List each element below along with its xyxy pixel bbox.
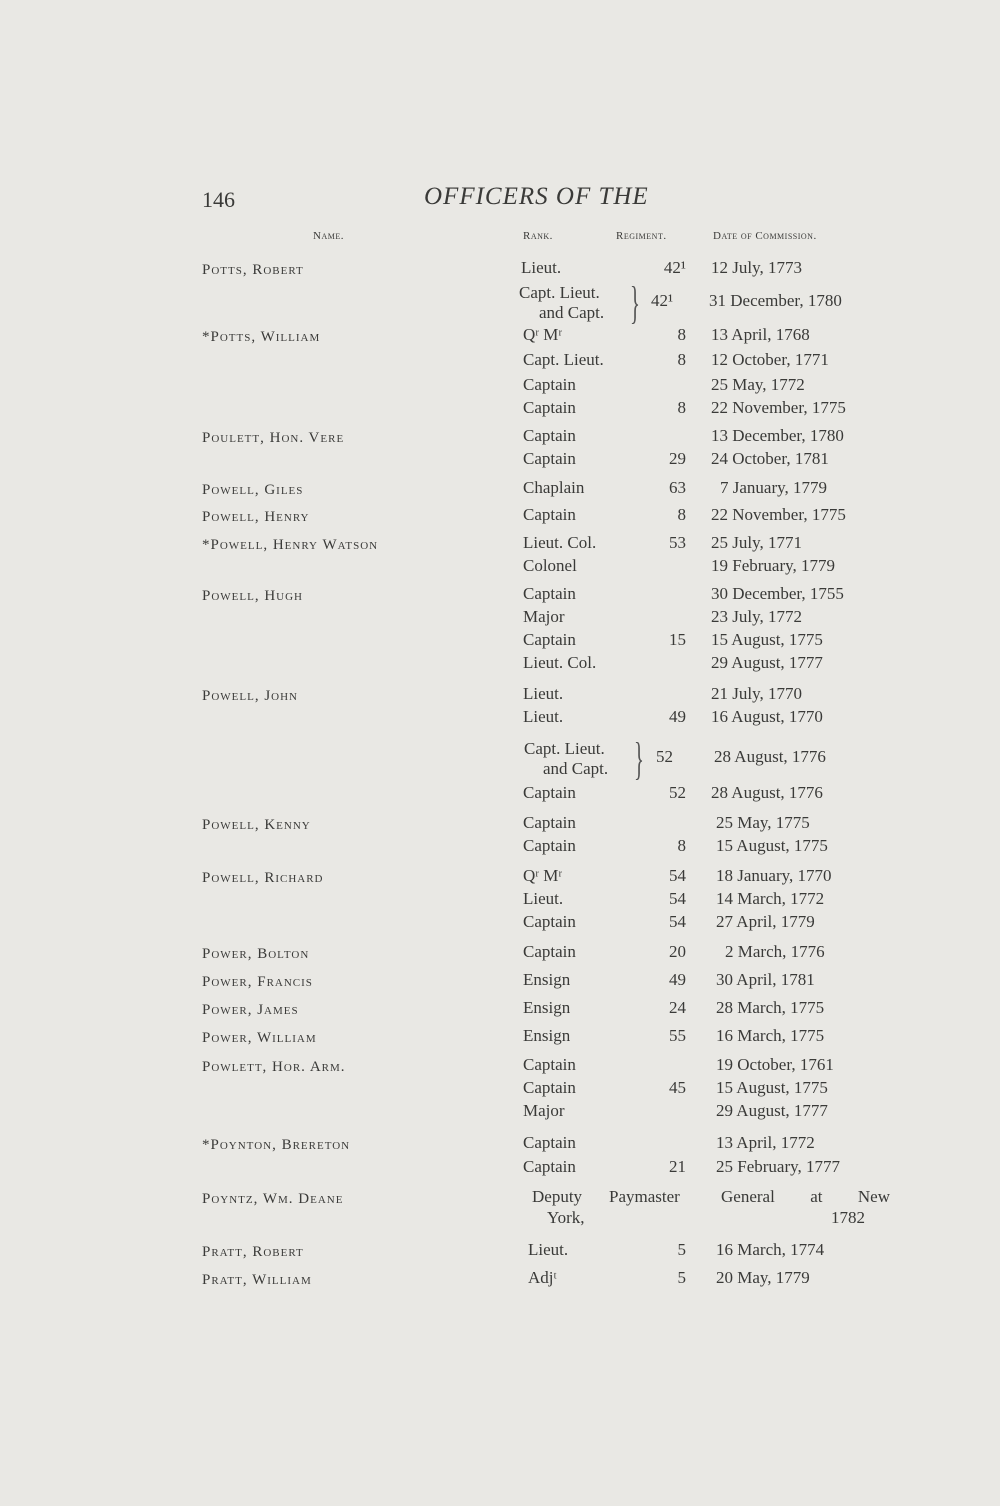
rank-cell: Captain <box>523 426 576 445</box>
commission-date: 19 February, 1779 <box>711 556 836 575</box>
officer-name: Potts, Robert <box>202 262 304 278</box>
regiment-cell: 15 <box>669 630 686 649</box>
rank-cell: Qʳ Mʳ <box>523 866 563 885</box>
running-title: OFFICERS OF THE <box>424 183 649 210</box>
commission-date: 28 August, 1776 <box>714 747 826 766</box>
officer-name: Powell, Richard <box>202 870 324 886</box>
rank-cell: Adjᵗ <box>528 1268 557 1287</box>
rank-cell: Lieut. <box>523 889 564 908</box>
commission-date: 14 March, 1772 <box>716 889 825 908</box>
commission-date: 2 March, 1776 <box>725 942 825 961</box>
officer-name: Powell, Hugh <box>202 588 303 604</box>
regiment-cell: 29 <box>669 449 686 468</box>
regiment-cell: 8 <box>677 398 686 417</box>
brace-glyph: } <box>634 733 644 784</box>
rank-cell: Lieut. Col. <box>523 653 597 672</box>
commission-date: 15 August, 1775 <box>716 836 828 855</box>
rank-cell: Colonel <box>523 556 577 575</box>
rank-cell: Captain <box>523 375 576 394</box>
rank-cell: Captain <box>523 449 576 468</box>
rank-cell: Major <box>523 1101 565 1120</box>
commission-date: 22 November, 1775 <box>711 398 846 417</box>
regiment-cell: 54 <box>669 866 686 885</box>
commission-date: 24 October, 1781 <box>711 449 829 468</box>
regiment-cell: 20 <box>669 942 686 961</box>
officer-name: Poyntz, Wm. Deane <box>202 1191 344 1207</box>
column-header-name: Name. <box>313 230 344 242</box>
officer-name: Pratt, Robert <box>202 1244 304 1260</box>
column-header-date: Date of Commission. <box>713 230 817 242</box>
rank-cell: Captain <box>523 912 576 931</box>
regiment-cell: 49 <box>669 970 686 989</box>
rank-cell: Capt. Lieut. <box>523 350 604 369</box>
rank-cell: Lieut. <box>521 258 562 277</box>
commission-date: 19 October, 1761 <box>716 1055 834 1074</box>
commission-date: 25 July, 1771 <box>711 533 802 552</box>
officer-name: Poulett, Hon. Vere <box>202 430 345 446</box>
regiment-cell: 8 <box>677 836 686 855</box>
officer-name: Powlett, Hor. Arm. <box>202 1059 346 1075</box>
regiment-cell: 8 <box>677 350 686 369</box>
commission-date: 31 December, 1780 <box>709 291 842 310</box>
rank-cell: Major <box>523 607 565 626</box>
regiment-cell: 8 <box>677 505 686 524</box>
commission-date: 29 August, 1777 <box>711 653 823 672</box>
commission-date: 25 February, 1777 <box>716 1157 841 1176</box>
commission-date: 7 January, 1779 <box>720 478 828 497</box>
regiment-cell: Paymaster <box>609 1187 680 1206</box>
regiment-cell: 54 <box>669 889 686 908</box>
officer-name: *Potts, William <box>202 329 321 345</box>
officer-name: Powell, John <box>202 688 298 704</box>
regiment-cell: 45 <box>669 1078 686 1097</box>
regiment-cell: 24 <box>669 998 686 1017</box>
regiment-cell: 52 <box>669 783 686 802</box>
rank-cell: Capt. Lieut. <box>524 739 605 758</box>
commission-date: 27 April, 1779 <box>716 912 815 931</box>
commission-date: 13 April, 1772 <box>716 1133 815 1152</box>
commission-date: 13 April, 1768 <box>711 325 810 344</box>
rank-cell: Captain <box>523 836 576 855</box>
regiment-cell: 42¹ <box>651 291 674 310</box>
regiment-cell: 63 <box>669 478 686 497</box>
rank-cell-continuation: and Capt. <box>543 759 609 778</box>
commission-date: 28 March, 1775 <box>716 998 825 1017</box>
officer-name: Power, James <box>202 1002 299 1018</box>
rank-cell: Captain <box>523 1133 576 1152</box>
officer-name: Powell, Kenny <box>202 817 311 833</box>
commission-date: 16 March, 1774 <box>716 1240 825 1259</box>
officer-name: Power, Bolton <box>202 946 310 962</box>
commission-date: 13 December, 1780 <box>711 426 844 445</box>
officer-name: *Poynton, Brereton <box>202 1137 351 1153</box>
commission-date: 16 August, 1770 <box>711 707 823 726</box>
regiment-cell: 5 <box>677 1268 686 1287</box>
commission-date: 28 August, 1776 <box>711 783 823 802</box>
commission-date: 30 December, 1755 <box>711 584 844 603</box>
commission-date: 15 August, 1775 <box>716 1078 828 1097</box>
rank-cell: Ensign <box>523 970 571 989</box>
rank-cell: Captain <box>523 584 576 603</box>
rank-cell: Captain <box>523 783 576 802</box>
rank-cell: Capt. Lieut. <box>519 283 600 302</box>
page-number: 146 <box>202 187 235 212</box>
officer-name: Powell, Henry <box>202 509 310 525</box>
rank-cell: Captain <box>523 398 576 417</box>
commission-date: 16 March, 1775 <box>716 1026 825 1045</box>
commission-date: 15 August, 1775 <box>711 630 823 649</box>
regiment-cell: 55 <box>669 1026 686 1045</box>
rank-cell: Captain <box>523 630 576 649</box>
rank-cell: Lieut. <box>528 1240 569 1259</box>
rank-cell: Captain <box>523 505 576 524</box>
officer-name: Power, William <box>202 1030 317 1046</box>
commission-date: 25 May, 1775 <box>716 813 810 832</box>
regiment-cell: 5 <box>677 1240 686 1259</box>
rank-cell: Ensign <box>523 998 571 1017</box>
commission-date: 21 July, 1770 <box>711 684 802 703</box>
regiment-cell: 53 <box>669 533 686 552</box>
regiment-cell: 8 <box>677 325 686 344</box>
rank-cell: Captain <box>523 1157 576 1176</box>
rank-cell: Lieut. <box>523 684 564 703</box>
officer-name: Pratt, William <box>202 1272 312 1288</box>
officer-name: Powell, Giles <box>202 482 304 498</box>
rank-cell: Lieut. <box>523 707 564 726</box>
commission-date: 25 May, 1772 <box>711 375 805 394</box>
rank-cell-continuation: York, <box>547 1208 585 1227</box>
rank-cell: Deputy <box>532 1187 583 1206</box>
commission-date: General at New <box>721 1187 890 1206</box>
rank-cell: Captain <box>523 813 576 832</box>
rank-cell: Captain <box>523 942 576 961</box>
rank-cell-continuation: and Capt. <box>539 303 605 322</box>
column-header-rank: Rank. <box>523 230 553 242</box>
rank-cell: Ensign <box>523 1026 571 1045</box>
commission-date: 12 July, 1773 <box>711 258 802 277</box>
commission-date: 29 August, 1777 <box>716 1101 828 1120</box>
rank-cell: Captain <box>523 1078 576 1097</box>
page-header <box>0 183 1000 223</box>
officer-name: Power, Francis <box>202 974 313 990</box>
commission-date-continuation: 1782 <box>831 1208 865 1227</box>
brace-glyph: } <box>630 277 640 328</box>
regiment-cell: 49 <box>669 707 686 726</box>
commission-date: 20 May, 1779 <box>716 1268 810 1287</box>
regiment-cell: 42¹ <box>663 258 686 277</box>
regiment-cell: 54 <box>669 912 686 931</box>
officer-name: *Powell, Henry Watson <box>202 537 379 553</box>
regiment-cell: 52 <box>656 747 673 766</box>
rank-cell: Qʳ Mʳ <box>523 325 563 344</box>
commission-date: 22 November, 1775 <box>711 505 846 524</box>
regiment-cell: 21 <box>669 1157 686 1176</box>
commission-date: 23 July, 1772 <box>711 607 802 626</box>
commission-date: 18 January, 1770 <box>716 866 832 885</box>
rank-cell: Lieut. Col. <box>523 533 597 552</box>
rank-cell: Captain <box>523 1055 576 1074</box>
commission-date: 30 April, 1781 <box>716 970 815 989</box>
commission-date: 12 October, 1771 <box>711 350 829 369</box>
rank-cell: Chaplain <box>523 478 585 497</box>
column-header-regiment: Regiment. <box>616 230 667 242</box>
